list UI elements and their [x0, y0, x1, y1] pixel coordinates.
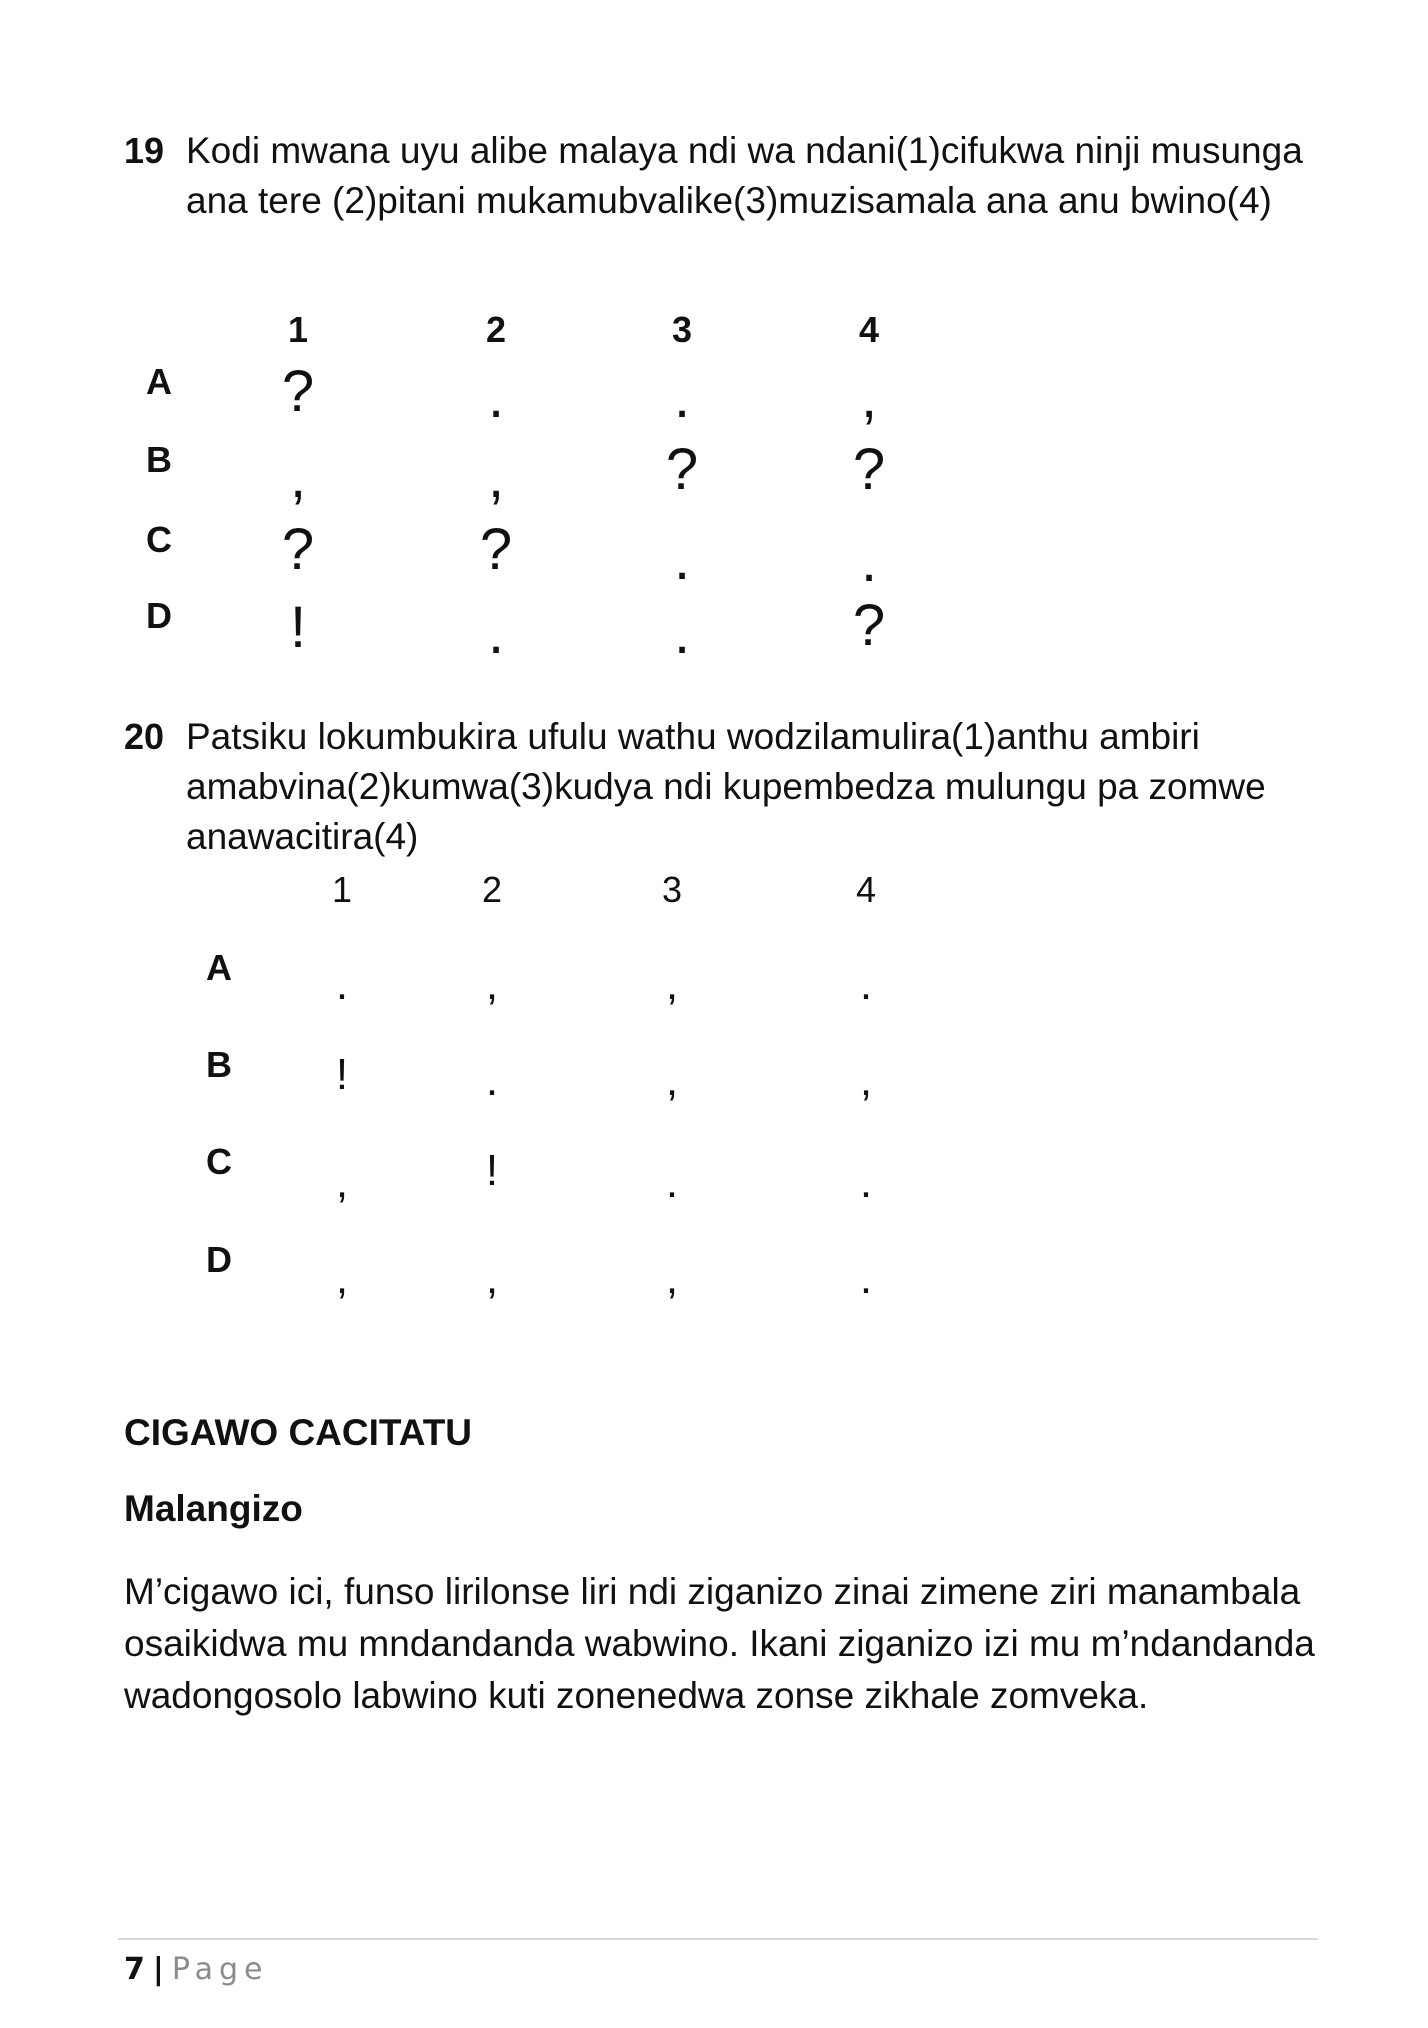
column-header: 2 — [481, 869, 503, 910]
option-label-b: B — [206, 1044, 232, 1085]
option-d-mark-3: , — [665, 1254, 679, 1303]
footer-divider — [118, 1938, 1318, 1940]
option-a-mark-1: . — [335, 960, 349, 1009]
option-a-mark-3: , — [665, 960, 679, 1009]
option-c-mark-3: . — [673, 527, 691, 592]
option-c-mark-2: ? — [479, 517, 513, 582]
section-subtitle: Malangizo — [124, 1488, 303, 1529]
option-d-mark-2: , — [485, 1254, 499, 1303]
option-label-a: A — [206, 947, 232, 988]
option-label-a: A — [146, 361, 172, 402]
question-number: 19 — [124, 130, 165, 171]
option-label-d: D — [206, 1239, 232, 1280]
section-instructions: M’cigawo ici, funso lirilonse liri ndi ziganizo zinai zimene ziri manambala osaikidwa mu mndandanda wabwino. Ikani ziganizo izi mu m’ndandanda wadongosolo labwino kuti zonenedwa zonse zikhale zomveka. — [124, 1571, 1315, 1716]
option-c-mark-1: , — [335, 1158, 349, 1207]
option-d-mark-2: . — [487, 601, 505, 666]
option-d-mark-4: ? — [852, 593, 886, 658]
column-header: 1 — [287, 309, 309, 350]
option-b-mark-1: , — [289, 445, 307, 510]
option-a-mark-4: . — [859, 960, 873, 1009]
option-d-mark-1: , — [335, 1254, 349, 1303]
column-header: 3 — [671, 309, 693, 350]
option-label-d: D — [146, 595, 172, 636]
option-c-mark-2: ! — [485, 1146, 499, 1195]
page-footer — [124, 1950, 268, 1990]
column-header: 3 — [661, 869, 683, 910]
option-label-c: C — [206, 1141, 232, 1182]
option-label-c: C — [146, 519, 172, 560]
column-header: 4 — [855, 869, 877, 910]
section-title: CIGAWO CACITATU — [124, 1412, 473, 1453]
footer-separator: | — [152, 1952, 164, 1987]
column-header: 4 — [858, 309, 880, 350]
option-a-mark-1: ? — [281, 359, 315, 424]
question-text: Patsiku lokumbukira ufulu wathu wodzilamulira(1)anthu ambiri amabvina(2)kumwa(3)kudya ndi kupembedza mulungu pa zomwe anawacitira(4) — [186, 716, 1266, 857]
option-b-mark-2: , — [487, 445, 505, 510]
option-c-mark-1: ? — [281, 517, 315, 582]
option-label-b: B — [146, 439, 172, 480]
option-a-mark-4: , — [860, 365, 878, 430]
option-a-mark-2: . — [487, 365, 505, 430]
option-c-mark-4: . — [859, 1158, 873, 1207]
option-a-mark-3: . — [673, 365, 691, 430]
column-header: 2 — [485, 309, 507, 350]
option-b-mark-3: , — [665, 1056, 679, 1105]
page-label: Page — [171, 1952, 269, 1987]
option-d-mark-3: . — [673, 601, 691, 666]
column-header: 1 — [331, 869, 353, 910]
option-b-mark-3: ? — [665, 437, 699, 502]
option-c-mark-4: . — [860, 529, 878, 594]
option-d-mark-4: . — [859, 1254, 873, 1303]
option-b-mark-2: . — [485, 1056, 499, 1105]
option-d-mark-1: ! — [289, 595, 307, 660]
option-b-mark-1: ! — [335, 1050, 349, 1099]
question-text: Kodi mwana uyu alibe malaya ndi wa ndani(1)cifukwa ninji musunga ana tere (2)pitani mukamubvalike(3)muzisamala ana anu bwino(4) — [186, 130, 1303, 221]
option-b-mark-4: ? — [852, 437, 886, 502]
page-number: 7 — [124, 1952, 145, 1987]
option-b-mark-4: , — [859, 1056, 873, 1105]
option-c-mark-3: . — [665, 1158, 679, 1207]
option-a-mark-2: , — [485, 960, 499, 1009]
question-number: 20 — [124, 716, 165, 757]
